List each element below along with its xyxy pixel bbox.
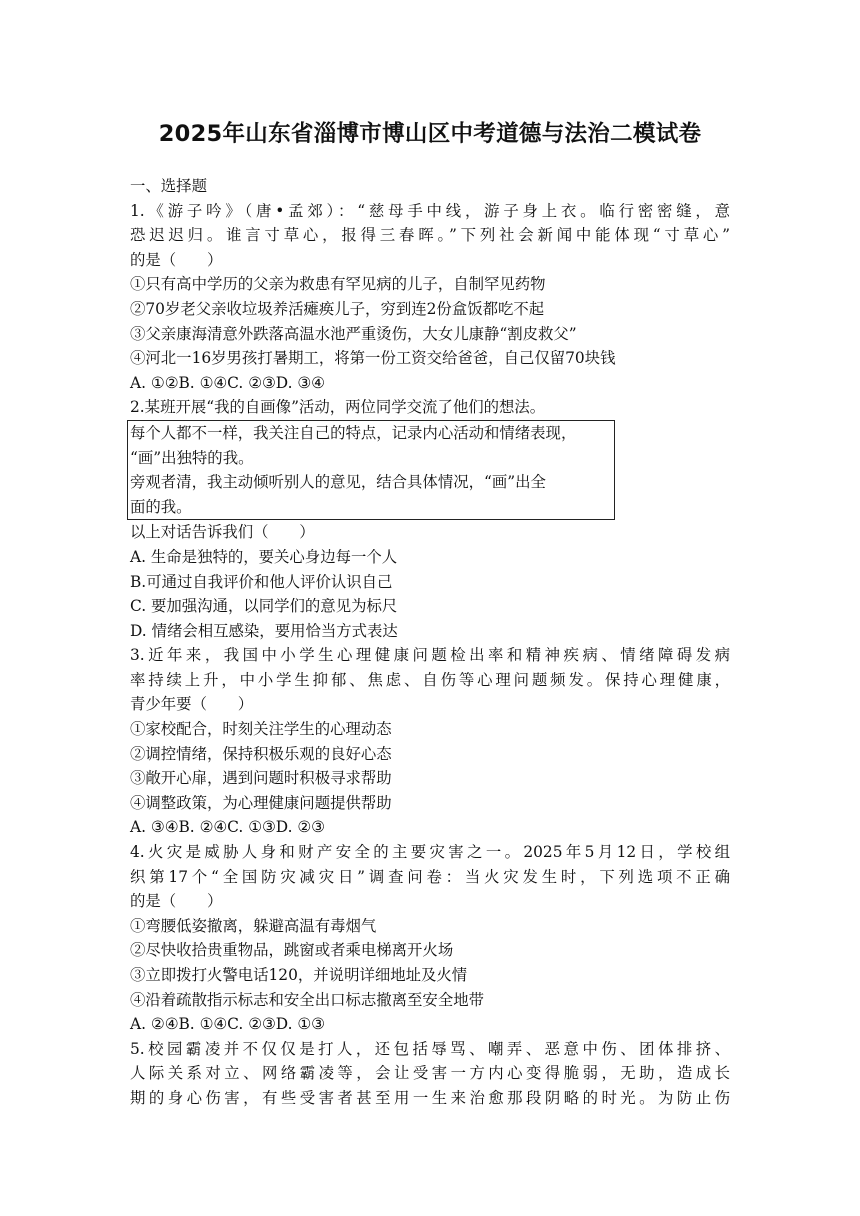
option-statement: ②70岁老父亲收垃圾养活瘫痪儿子，穷到连2份盒饭都吃不起: [130, 299, 545, 318]
dialogue-line: 每个人都不一样，我关注自己的特点，记录内心活动和情绪表现，: [130, 423, 577, 442]
question-stem: 以上对话告诉我们（ ）: [130, 523, 315, 542]
answer-option-c: C. 要加强沟通，以同学们的意见为标尺: [130, 597, 398, 616]
dialogue-line: 面的我。: [130, 497, 192, 516]
question-text: 的是（ ）: [130, 250, 223, 269]
question-1: [130, 199, 730, 396]
option-statement: ④沿着疏散指示标志和安全出口标志撤离至安全地带: [130, 990, 484, 1009]
question-text: 2.某班开展“我的自画像”活动，两位同学交流了他们的想法。: [130, 398, 546, 417]
question-4: [130, 840, 730, 1037]
question-text: 期的身心伤害，有些受害者甚至用一生来治愈那段阴略的时光。为防止伤: [130, 1088, 730, 1107]
question-2: [130, 395, 730, 643]
answer-option-d: D. 情绪会相互感染，要用恰当方式表达: [130, 621, 398, 640]
section-heading: 一、选择题: [130, 177, 207, 195]
answer-choices: A. ③④B. ②④C. ①③D. ②③: [130, 818, 325, 837]
answer-option-b: B.可通过自我评价和他人评价认识自己: [130, 572, 393, 591]
question-text: 恐迟迟归。谁言寸草心，报得三春晖。”下列社会新闻中能体现“寸草心”: [130, 226, 730, 245]
option-statement: ④河北一16岁男孩打暑期工，将第一份工资交给爸爸，自己仅留70块钱: [130, 349, 616, 368]
option-statement: ②调控情绪，保持积极乐观的良好心态: [130, 744, 392, 763]
dialogue-box: [127, 420, 615, 520]
option-statement: ③父亲康海清意外跌落高温水池严重烫伤，大女儿康静“割皮救父”: [130, 324, 577, 343]
question-text: 1.《游子吟》（唐•孟郊）：“慈母手中线，游子身上衣。临行密密缝，意: [130, 201, 730, 220]
option-statement: ③敞开心扉，遇到问题时积极寻求帮助: [130, 769, 392, 788]
question-text: 率持续上升，中小学生抑郁、焦虑、自伤等心理问题频发。保持心理健康，: [130, 670, 730, 689]
question-text: 的是（ ）: [130, 892, 223, 911]
option-statement: ①只有高中学历的父亲为救患有罕见病的儿子，自制罕见药物: [130, 275, 546, 294]
option-statement: ④调整政策，为心理健康问题提供帮助: [130, 793, 392, 812]
answer-choices: A. ②④B. ①④C. ②③D. ①③: [130, 1015, 325, 1034]
exam-body: [130, 174, 730, 1111]
dialogue-line: 旁观者清，我主动倾听别人的意见，结合具体情况，“画”出全: [130, 473, 546, 492]
question-text: 5.校园霸凌并不仅仅是打人，还包括辱骂、嘲弄、恶意中伤、团体排挤、: [130, 1039, 730, 1058]
dialogue-line: “画”出独特的我。: [130, 448, 254, 467]
option-statement: ②尽快收拾贵重物品，跳窗或者乘电梯离开火场: [130, 941, 454, 960]
exam-title: 2025年山东省淄博市博山区中考道德与法治二模试卷: [158, 121, 702, 147]
question-text: 织第17个“全国防灾减灾日”调查问卷：当火灾发生时，下列选项不正确: [130, 867, 730, 886]
option-statement: ③立即拨打火警电话120，并说明详细地址及火情: [130, 966, 468, 984]
question-5: [130, 1037, 730, 1111]
question-text: 3.近年来，我国中小学生心理健康问题检出率和精神疾病、情绪障碍发病: [130, 646, 730, 665]
question-text: 人际关系对立、网络霸凌等，会让受害一方内心变得脆弱，无助，造成长: [130, 1064, 730, 1083]
answer-choices: A. ①②B. ①④C. ②③D. ③④: [130, 373, 325, 392]
question-3: [130, 643, 730, 840]
option-statement: ①弯腰低姿撤离，躲避高温有毒烟气: [130, 916, 377, 935]
answer-option-a: A. 生命是独特的，要关心身边每一个人: [130, 547, 398, 566]
question-text: 青少年要（ ）: [130, 695, 254, 714]
option-statement: ①家校配合，时刻关注学生的心理动态: [130, 720, 392, 739]
question-text: 4.火灾是威胁人身和财产安全的主要灾害之一。2025年5月12日，学校组: [130, 843, 730, 862]
